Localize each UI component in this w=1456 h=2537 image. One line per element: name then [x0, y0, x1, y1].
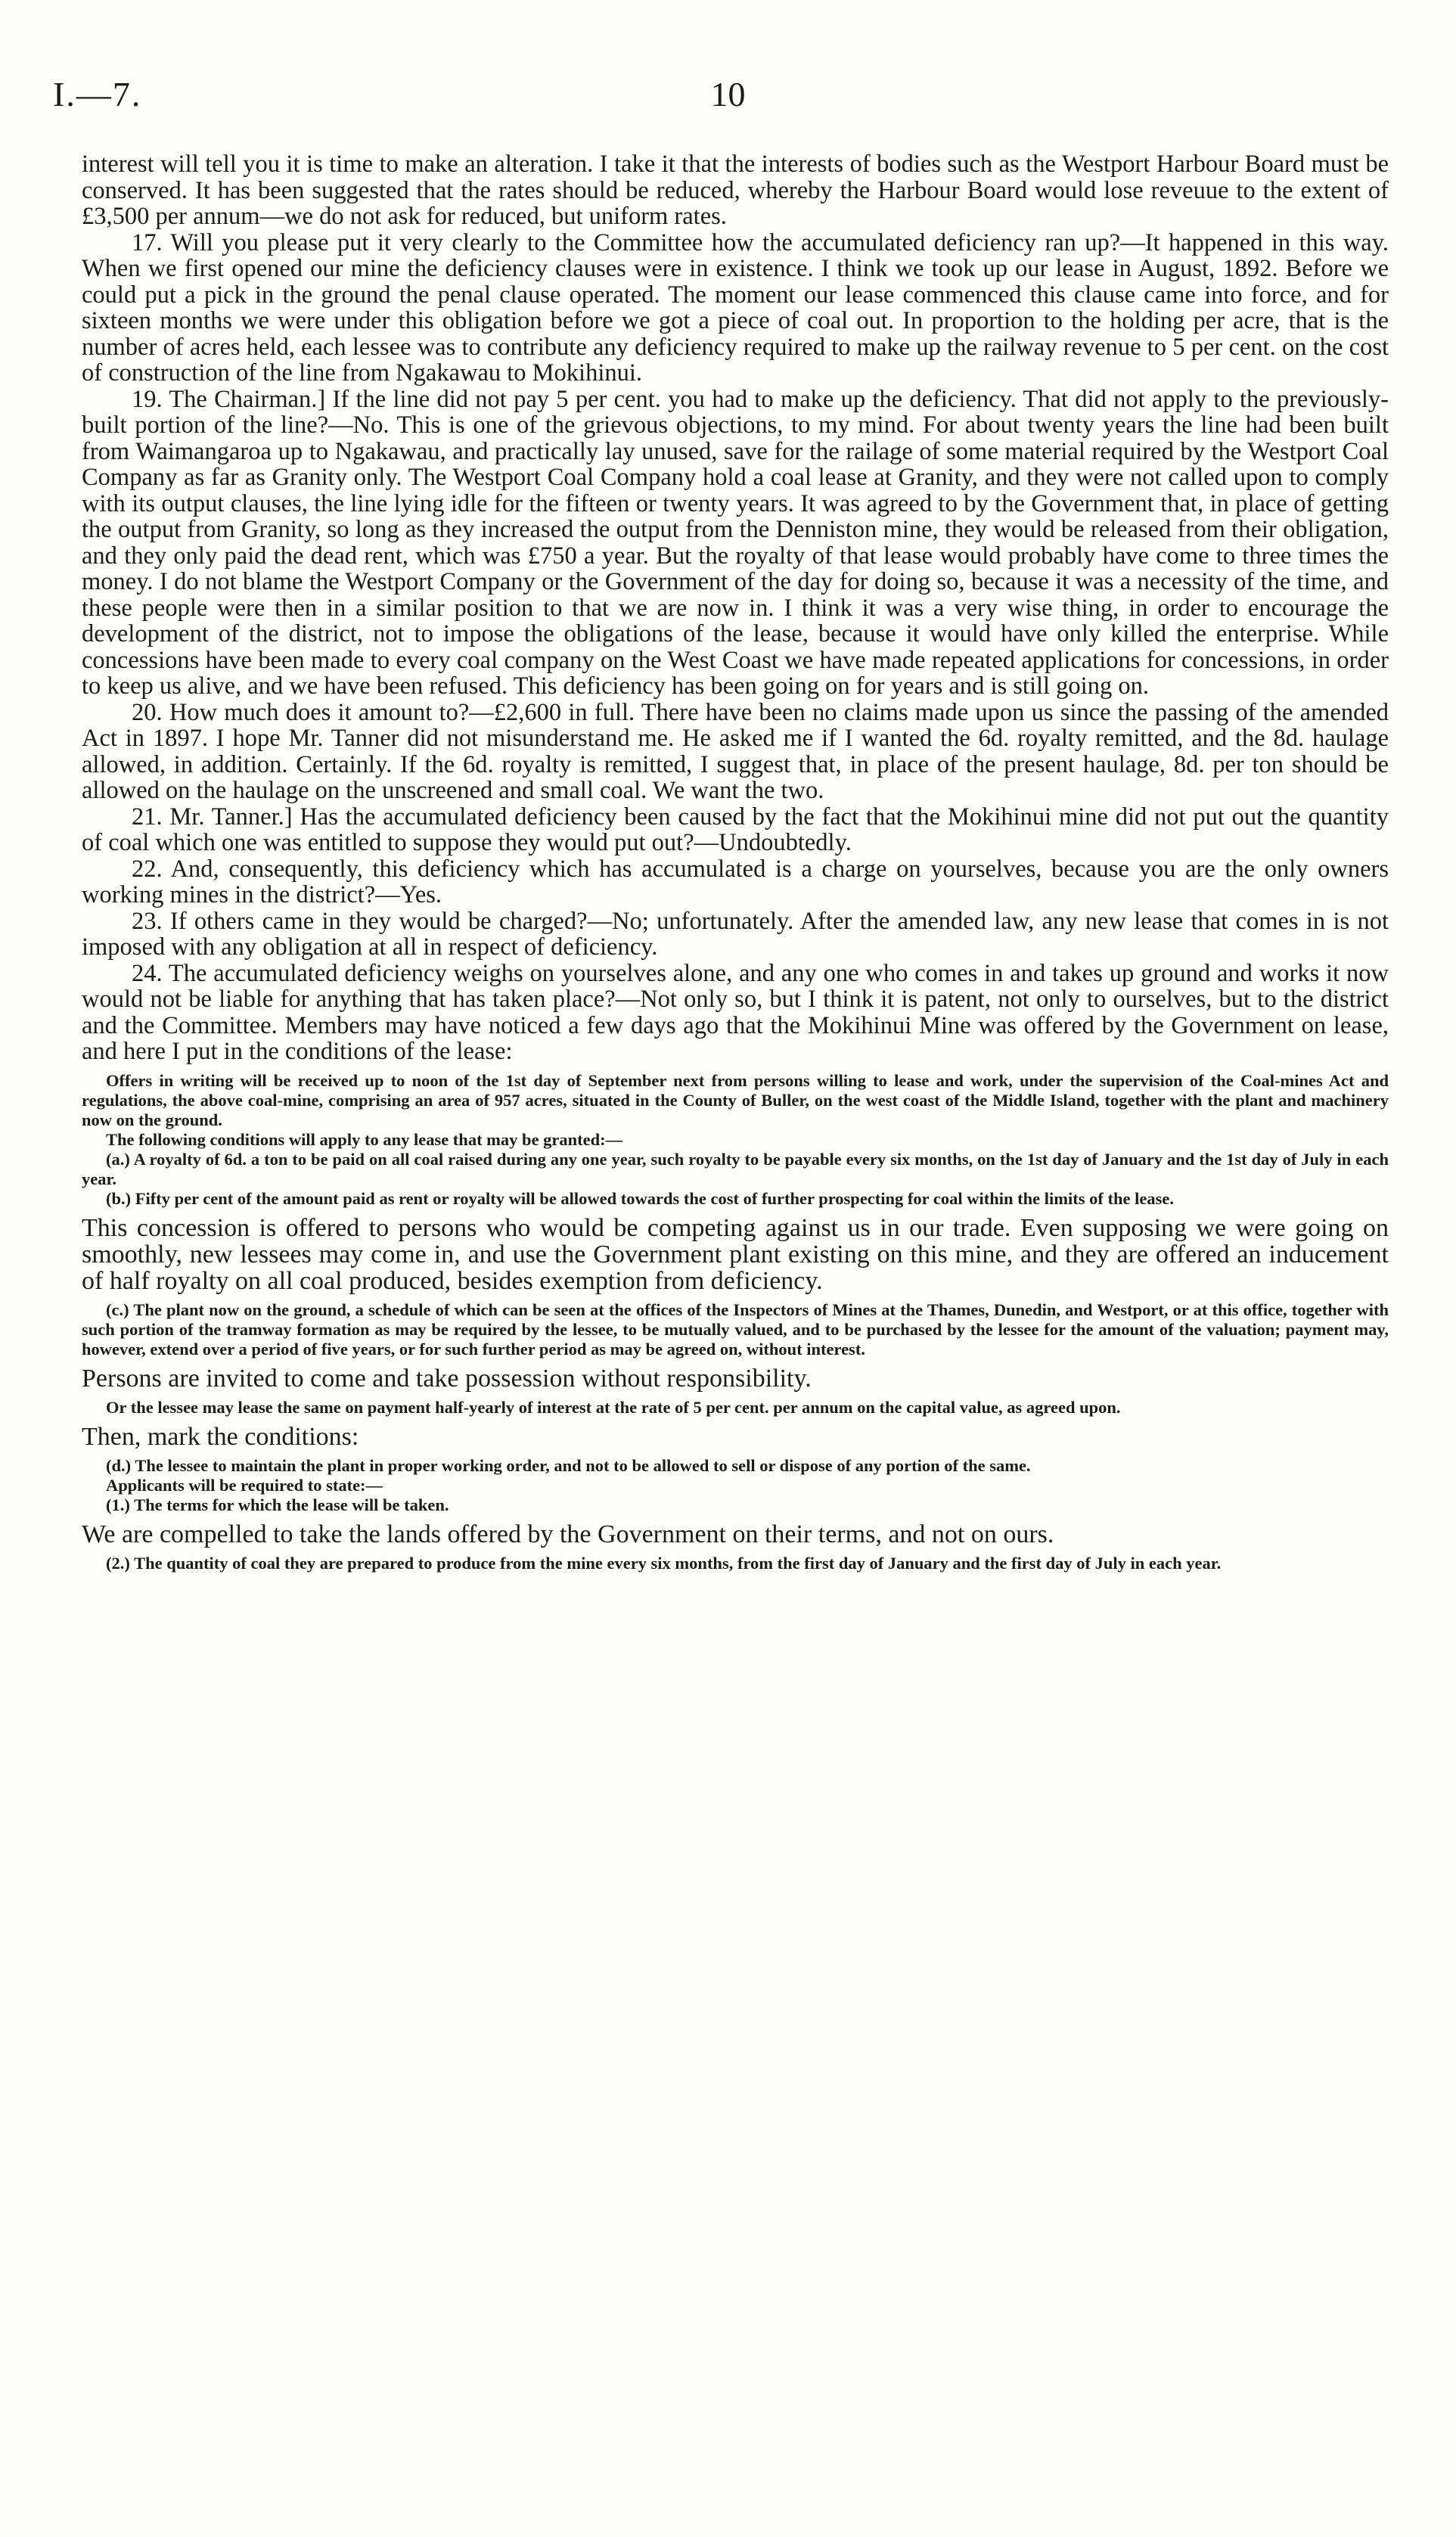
- document-body: [82, 151, 1389, 1573]
- condition-a: (a.) A royalty of 6d. a ton to be paid on all coal raised during any one year, such royalty to be payable every six months, on the 1st day of January and the 1st day of July in each year.: [82, 1149, 1389, 1188]
- paragraph-q22: 22. And, consequently, this deficiency which has accumulated is a charge on yourselves, because you are the only owners working mines in the district?—Yes.: [82, 855, 1389, 908]
- condition-d: (d.) The lessee to maintain the plant in proper working order, and not to be allowed to sell or dispose of any portion of the same.: [106, 1455, 1031, 1475]
- paragraph-q21: 21. Mr. Tanner.] Has the accumulated deficiency been caused by the fact that the Mokihinui mine did not put out the quantity of coal which one was entitled to suppose they would put out?—Undoubtedly.: [82, 803, 1389, 856]
- paragraph-q23: 23. If others came in they would be charged?—No; unfortunately. After the amended law, any new lease that comes in is not imposed with any obligation at all in respect of deficiency.: [82, 907, 1389, 961]
- paragraph-q19: 19. The Chairman.] If the line did not pay 5 per cent. you had to make up the deficiency. That did not apply to the previously-built portion of the line?—No. This is one of the grievous objections, to my mind. For about twenty years the line had been built from Waimangaroa up to Ngakawau, and practically lay unused, save for the railage of some material required by the Westport Coal Company as far as Granity only. The Westport Coal Company hold a coal lease at Granity, and they were not called upon to comply with its output clauses, the line lying idle for the fifteen or twenty years. It was agreed to by the Government that, in place of getting the output from Granity, so long as they increased the output from the Denniston mine, they would be released from their obligation, and they only paid the dead rent, which was £750 a year. But the royalty of that lease would probably have come to three times the money. I do not blame the Westport Company or the Government of the day for doing so, because it was a necessity of the time, and these people were then in a similar position to that we are now in. I think it was a very wise thing, in order to encourage the development of the district, not to impose the obligations of the lease, because it would have only killed the enterprise. While concessions have been made to every coal company on the West Coast we have made repeated applications for concessions, in order to keep us alive, and we have been refused. This deficiency has been going on for years and is still going on.: [82, 385, 1389, 700]
- comment-mark-conditions: Then, mark the conditions:: [82, 1422, 359, 1451]
- comment-possession: Persons are invited to come and take possession without responsibility.: [82, 1364, 812, 1393]
- lease-conditions-intro: The following conditions will apply to any lease that may be granted:—: [106, 1129, 623, 1149]
- condition-b: (b.) Fifty per cent of the amount paid as rent or royalty will be allowed towards the cost of further prospecting for coal within the limits of the lease.: [106, 1188, 1174, 1208]
- paragraph-q17: 17. Will you please put it very clearly to the Committee how the accumulated deficiency ran up?—It happened in this way. When we first opened our mine the deficiency clauses were in existence. I think we took up our lease in August, 1892. Before we could put a pick in the ground the penal clause operated. The moment our lease commenced this clause came into force, and for sixteen months we were under this obligation before we got a piece of coal out. In proportion to the holding per acre, that is the number of acres held, each lessee was to contribute any deficiency required to make up the railway revenue to 5 per cent. on the cost of construction of the line from Ngakawau to Mokihinui.: [82, 228, 1389, 387]
- condition-lease-alternative: Or the lessee may lease the same on payment half-yearly of interest at the rate of 5 per cent. per annum on the capital value, as agreed upon.: [106, 1397, 1121, 1417]
- comment-compelled: We are compelled to take the lands offered by the Government on their terms, and not on ours.: [82, 1520, 1054, 1548]
- comment-concession: This concession is offered to persons who would be competing against us in our trade. Even supposing we were going on smoothly, new lessees may come in, and use the Government plant existing on this mine, and they are offered an inducement of half royalty on all coal produced, besides exemption from deficiency.: [82, 1213, 1389, 1295]
- condition-2: (2.) The quantity of coal they are prepared to produce from the mine every six months, from the first day of January and the first day of July in each year.: [106, 1553, 1222, 1573]
- lease-offer-notice: Offers in writing will be received up to noon of the 1st day of September next from persons willing to lease and work, under the supervision of the Coal-mines Act and regulations, the above coal-mine, comprising an area of 957 acres, situated in the County of Buller, on the west coast of the Middle Island, together with the plant and machinery now on the ground.: [82, 1070, 1389, 1129]
- paragraph-q24: 24. The accumulated deficiency weighs on yourselves alone, and any one who comes in and takes up ground and works it now would not be liable for anything that has taken place?—Not only so, but I think it is patent, not only to ourselves, but to the district and the Committee. Members may have noticed a few days ago that the Mokihinui Mine was offered by the Government on lease, and here I put in the conditions of the lease:: [82, 959, 1389, 1065]
- document-reference: I.—7.: [53, 75, 142, 113]
- condition-1: (1.) The terms for which the lease will be taken.: [106, 1495, 449, 1514]
- applicants-state: Applicants will be required to state:—: [106, 1475, 383, 1495]
- condition-c: (c.) The plant now on the ground, a schedule of which can be seen at the offices of the Inspectors of Mines at the Thames, Dunedin, and Westport, or at this office, together with such portion of the tramway formation as may be required by the lessee, to be mutually valued, and to be purchased by the lessee for the amount of the valuation; payment may, however, extend over a period of five years, or for such further period as may be agreed on, without interest.: [82, 1300, 1389, 1359]
- paragraph-q20: 20. How much does it amount to?—£2,600 in full. There have been no claims made upon us since the passing of the amended Act in 1897. I hope Mr. Tanner did not misunderstand me. He asked me if I wanted the 6d. royalty remitted, and the 8d. haulage allowed, in addition. Certainly. If the 6d. royalty is remitted, I suggest that, in place of the present haulage, 8d. per ton should be allowed on the haulage on the unscreened and small coal. We want the two.: [82, 698, 1389, 804]
- page-number: 10: [710, 75, 746, 113]
- paragraph-continuation: interest will tell you it is time to make an alteration. I take it that the interests of bodies such as the Westport Harbour Board must be conserved. It has been suggested that the rates should be reduced, whereby the Harbour Board would lose reveuue to the extent of £3,500 per annum—we do not ask for reduced, but uniform rates.: [82, 151, 1389, 230]
